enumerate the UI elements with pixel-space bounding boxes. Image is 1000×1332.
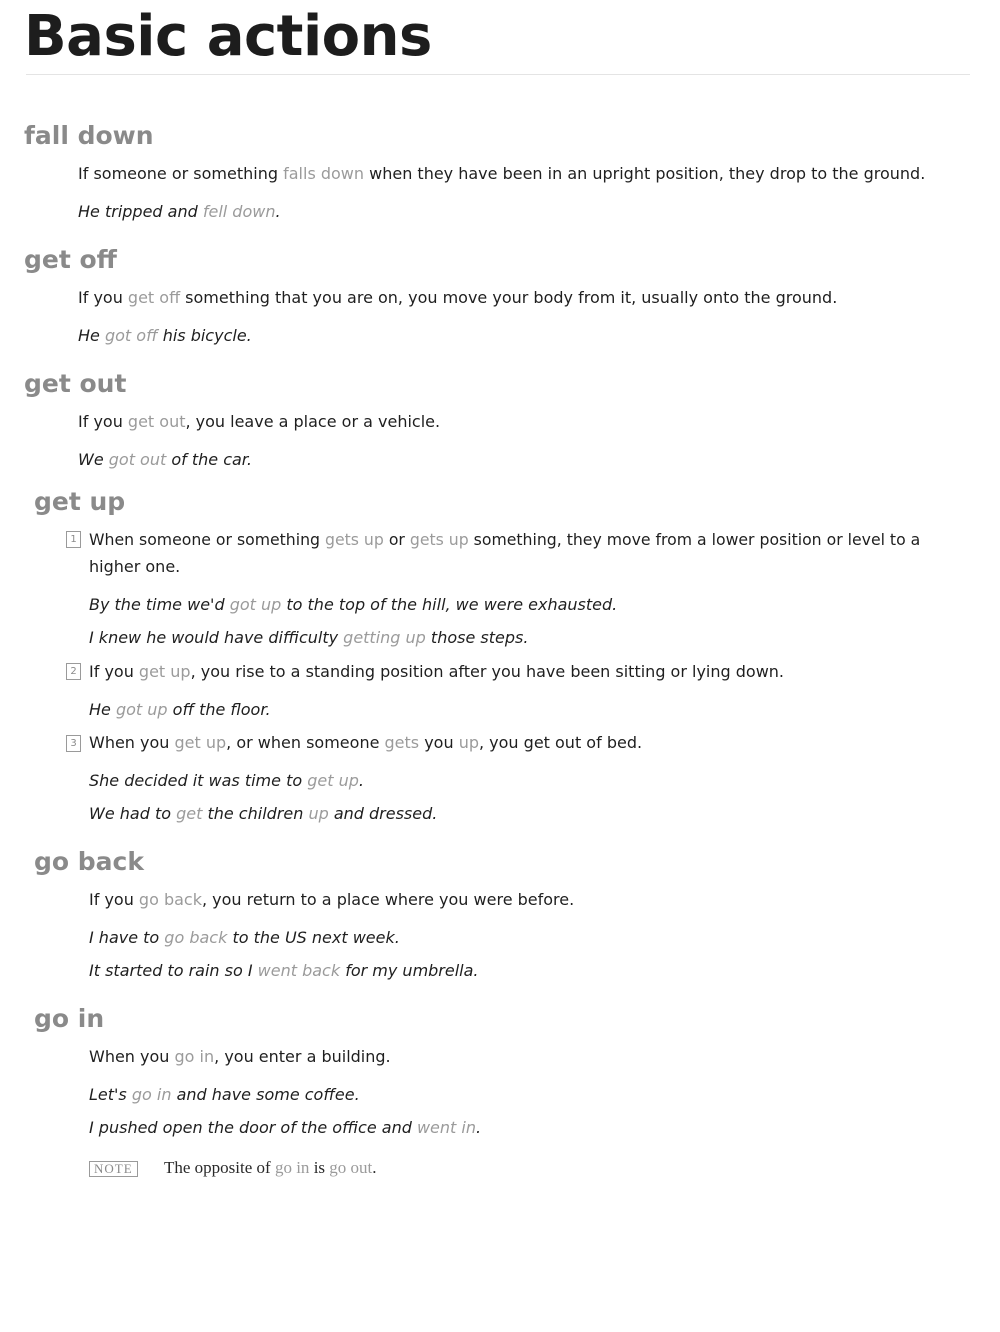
example-sentence: I have to go back to the US next week. bbox=[89, 928, 400, 947]
page-title: Basic actions bbox=[24, 4, 432, 69]
headword-get-out: get out bbox=[24, 369, 127, 398]
example-sentence: He tripped and fell down. bbox=[78, 202, 281, 221]
definition: If you get off something that you are on, you move your body from it, usually onto the ground. bbox=[78, 288, 838, 307]
headword-go-in: go in bbox=[34, 1004, 105, 1033]
note-label: NOTE bbox=[89, 1161, 138, 1177]
headword-go-back: go back bbox=[34, 847, 144, 876]
note-text: The opposite of go in is go out. bbox=[164, 1158, 377, 1177]
example-sentence: I pushed open the door of the office and went in. bbox=[89, 1118, 482, 1137]
definition: If someone or something falls down when they have been in an upright position, they drop to the ground. bbox=[78, 164, 926, 183]
definition: If you get up, you rise to a standing position after you have been sitting or lying down. bbox=[89, 662, 785, 681]
definition: When someone or something gets up or gets up something, they move from a lower position or level to a bbox=[89, 530, 921, 549]
example-sentence: I knew he would have difficulty getting up those steps. bbox=[89, 628, 529, 647]
example-sentence: We got out of the car. bbox=[78, 450, 252, 469]
example-sentence: Let's go in and have some coffee. bbox=[89, 1085, 360, 1104]
headword-get-up: get up bbox=[34, 487, 126, 516]
headword-get-off: get off bbox=[24, 245, 117, 274]
definition: When you go in, you enter a building. bbox=[89, 1047, 391, 1066]
definition: If you go back, you return to a place where you were before. bbox=[89, 890, 575, 909]
definition: If you get out, you leave a place or a vehicle. bbox=[78, 412, 441, 431]
title-divider bbox=[26, 74, 970, 75]
example-sentence: He got off his bicycle. bbox=[78, 326, 252, 345]
definition-continued: higher one. bbox=[89, 557, 181, 576]
sense-number: 2 bbox=[66, 663, 81, 680]
sense-number: 1 bbox=[66, 531, 81, 548]
example-sentence: She decided it was time to get up. bbox=[89, 771, 364, 790]
example-sentence: He got up off the floor. bbox=[89, 700, 271, 719]
definition: When you get up, or when someone gets you up, you get out of bed. bbox=[89, 733, 643, 752]
headword-fall-down: fall down bbox=[24, 121, 154, 150]
sense-number: 3 bbox=[66, 735, 81, 752]
example-sentence: By the time we'd got up to the top of the hill, we were exhausted. bbox=[89, 595, 618, 614]
example-sentence: We had to get the children up and dressed. bbox=[89, 804, 438, 823]
example-sentence: It started to rain so I went back for my umbrella. bbox=[89, 961, 479, 980]
